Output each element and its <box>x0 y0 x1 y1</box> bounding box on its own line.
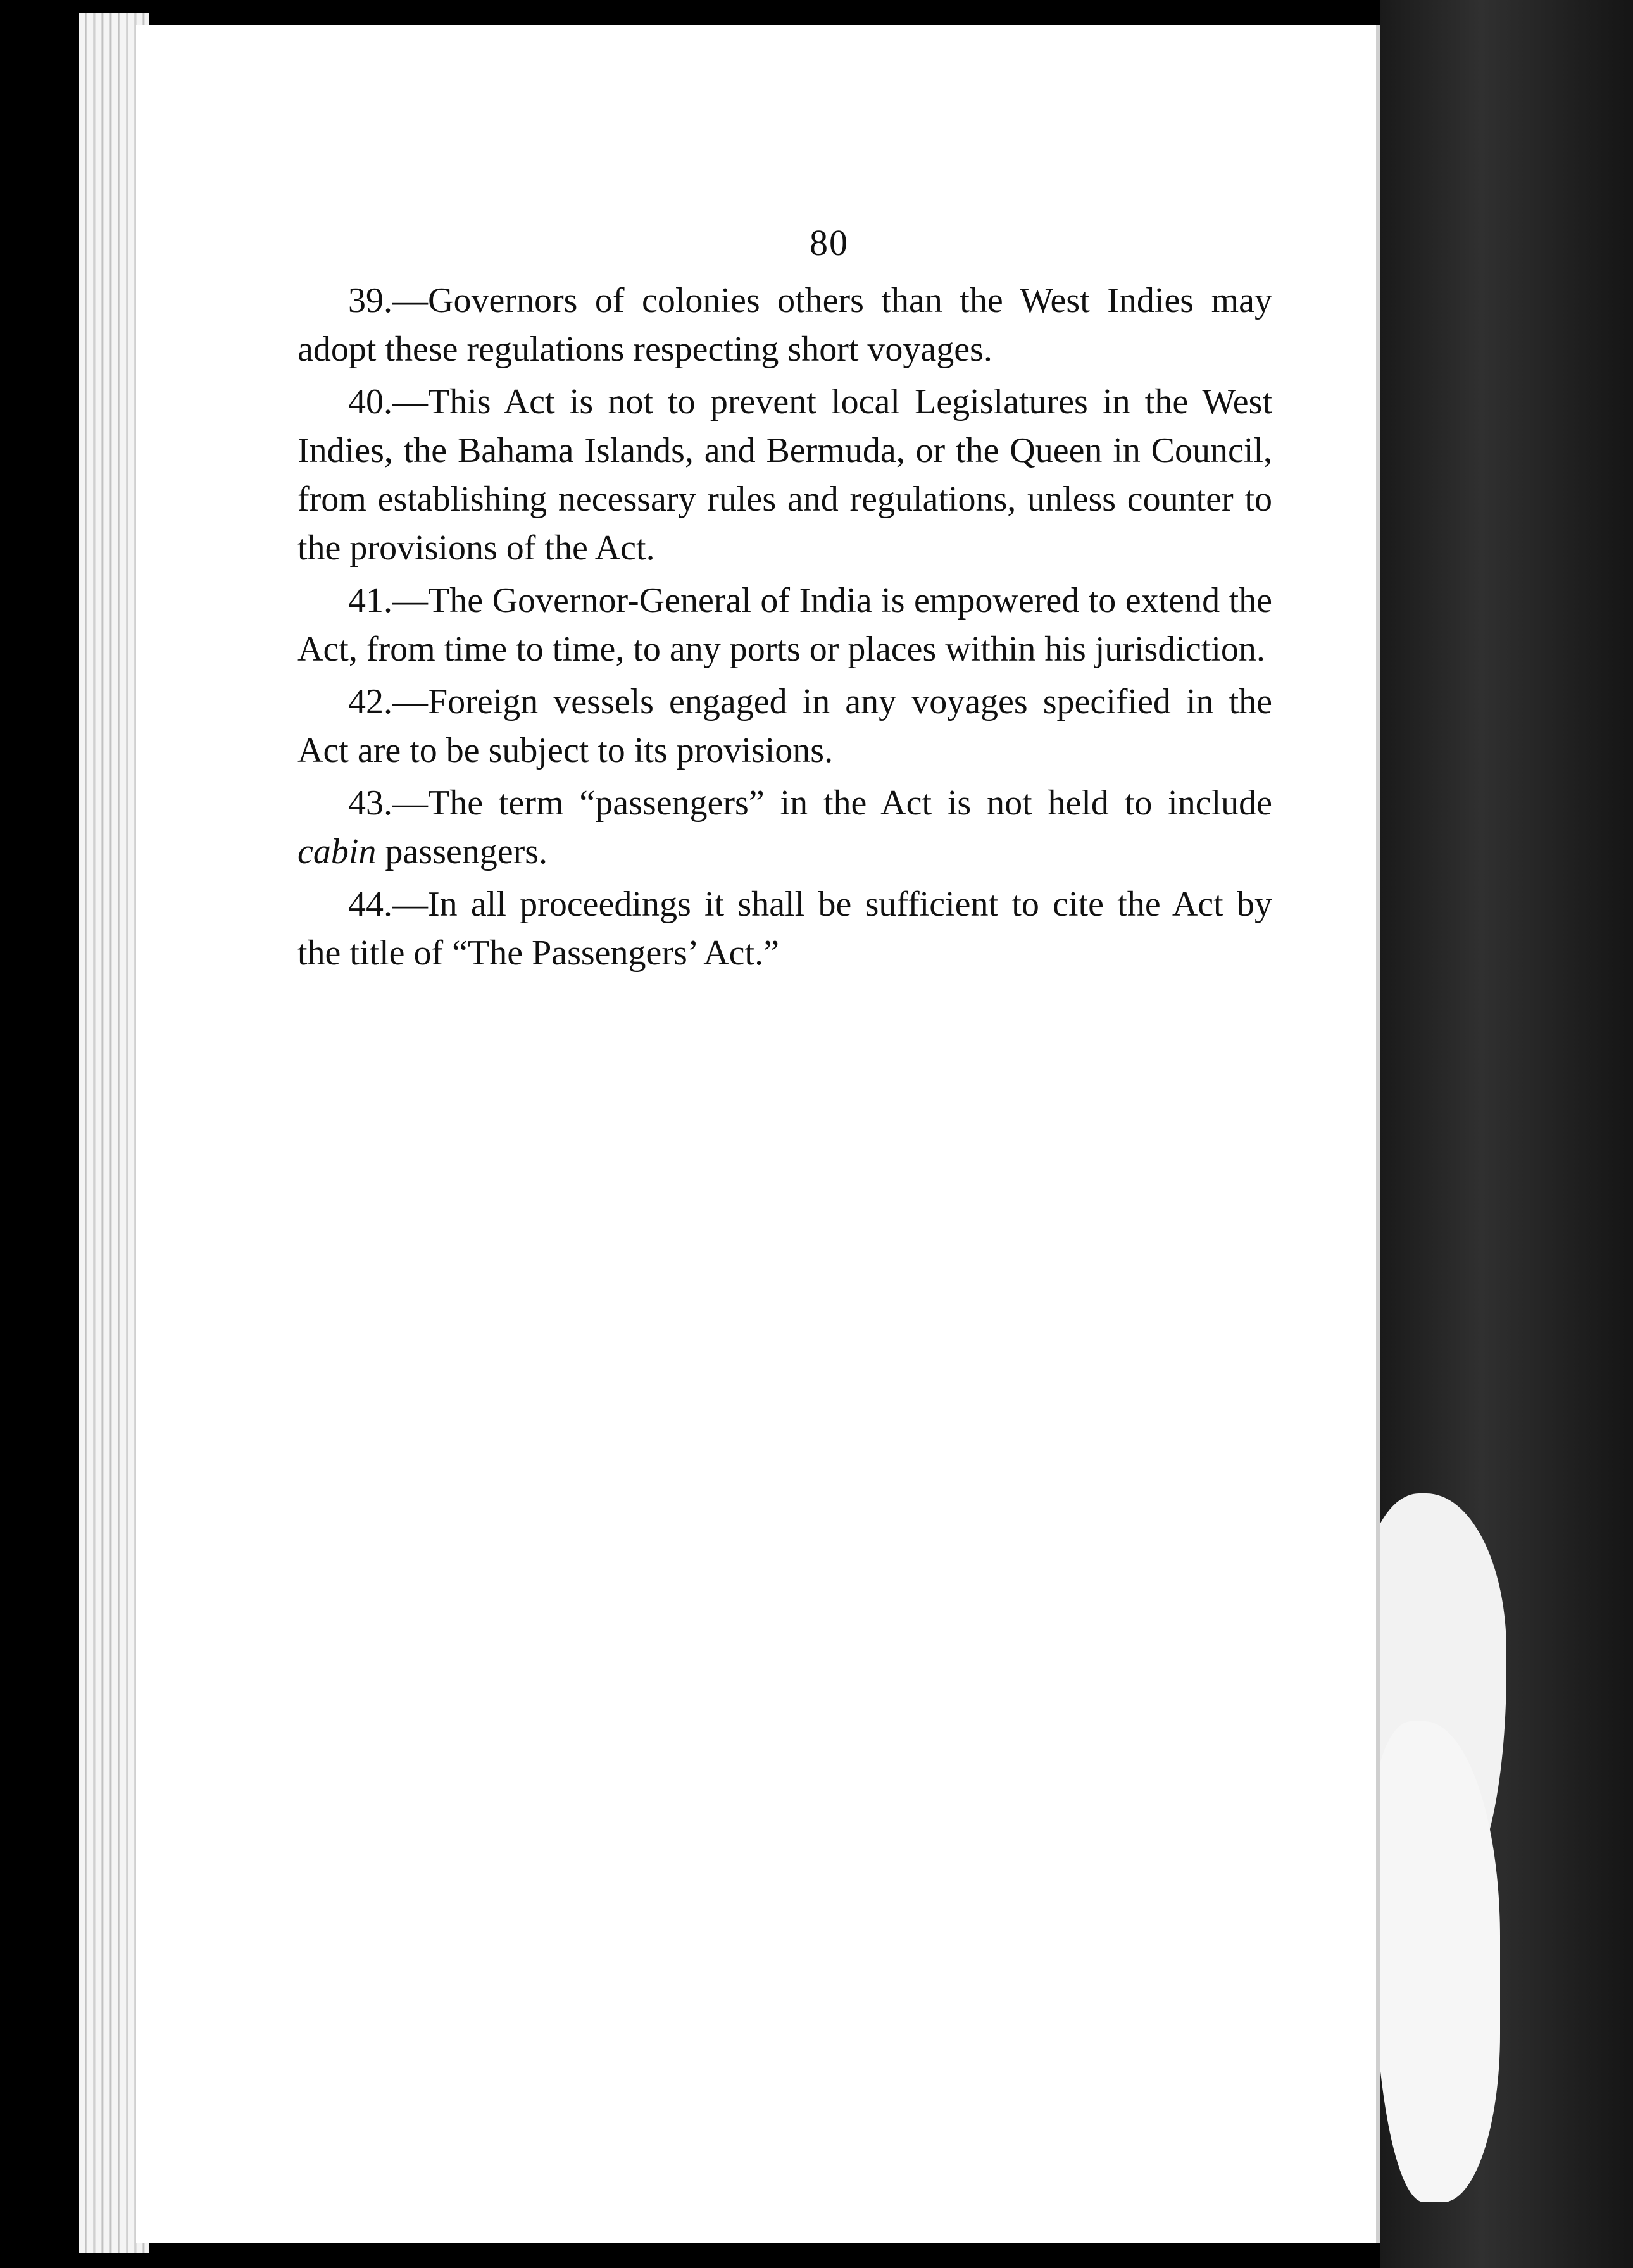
clause-text-italic: cabin <box>297 832 377 871</box>
clause-text: —The Governor-General of India is empowered to extend the Act, from time to time, to any ports or places within his jurisdiction. <box>297 581 1272 669</box>
clause-44 <box>297 880 1272 978</box>
clause-43 <box>297 779 1272 876</box>
clause-text: —Foreign vessels engaged in any voyages specified in the Act are to be subject to its provisions. <box>297 682 1272 770</box>
clause-39 <box>297 277 1272 374</box>
clause-number: 39. <box>348 281 392 320</box>
clause-text: passengers. <box>376 832 548 871</box>
clause-number: 41. <box>348 581 392 620</box>
page-number: 80 <box>810 222 849 263</box>
clause-41 <box>297 576 1272 674</box>
clause-text: —This Act is not to prevent local Legislatures in the West Indies, the Bahama Islands, and Bermuda, or the Queen in Council, from establishing necessary rules and regulations, unless counter to the provisions of the Act. <box>297 382 1272 568</box>
clause-number: 42. <box>348 682 392 721</box>
page-text <box>297 221 1272 981</box>
clause-number: 44. <box>348 885 392 924</box>
clause-text: —Governors of colonies others than the West Indies may adopt these regulations respecting short voyages. <box>297 281 1272 369</box>
clause-text: —The term “passengers” in the Act is not held to include <box>392 783 1272 823</box>
clause-42 <box>297 678 1272 775</box>
clause-40 <box>297 378 1272 573</box>
clause-number: 43. <box>348 783 392 823</box>
clause-text: —In all proceedings it shall be sufficient to cite the Act by the title of “The Passengers’ Act.” <box>297 885 1272 973</box>
clause-number: 40. <box>348 382 392 421</box>
